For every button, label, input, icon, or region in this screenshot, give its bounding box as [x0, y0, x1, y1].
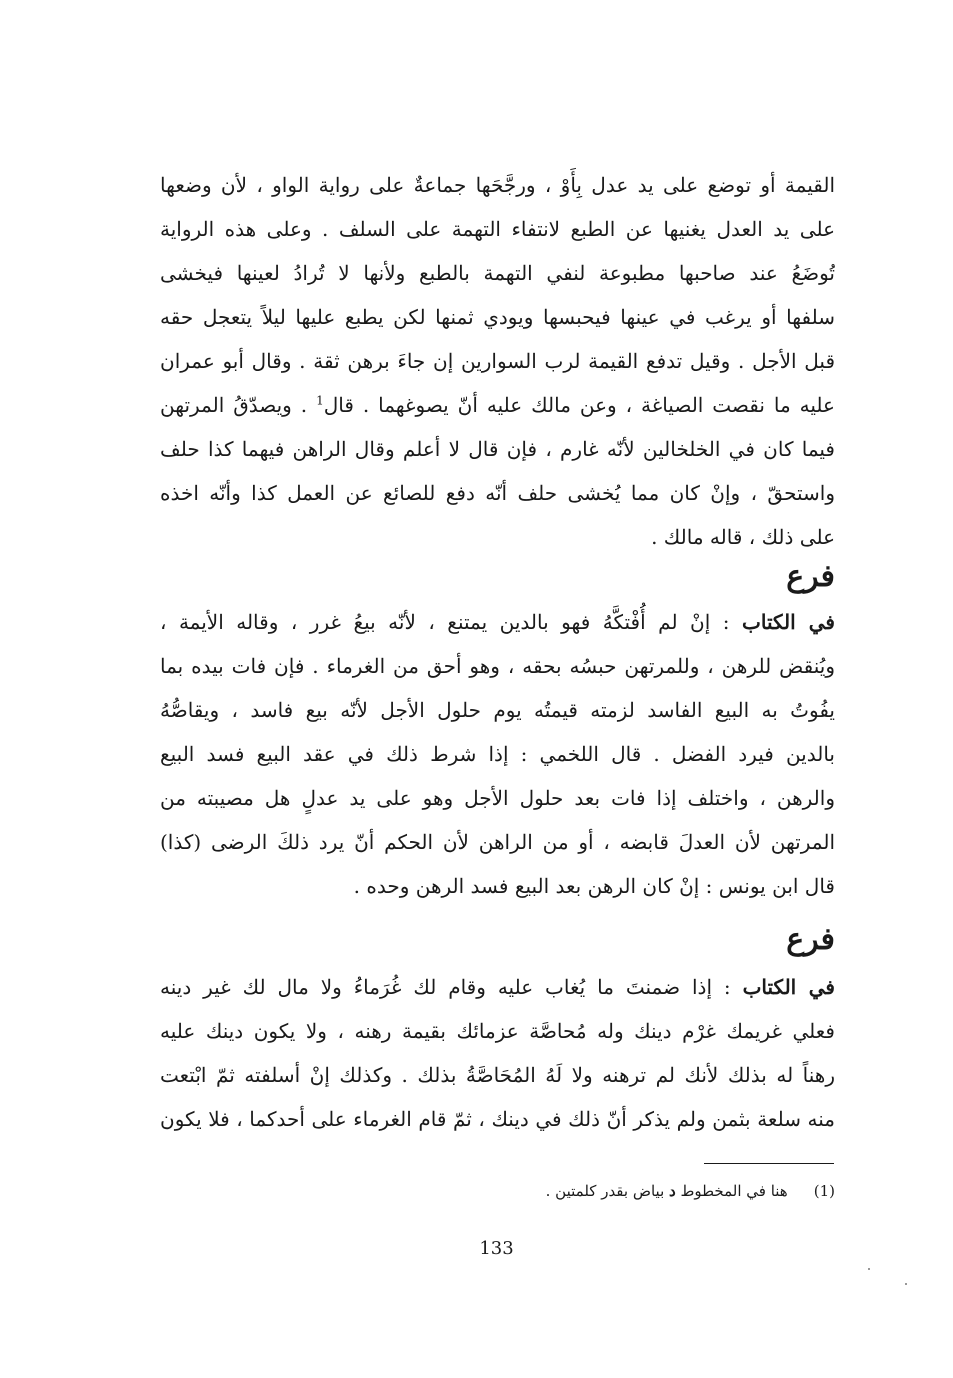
text-line: القيمة أو توضع على يد عدل بِأَوْ ، ورجَّحَها جماعةٌ على رواية الواو ، لأن وضعها: [160, 173, 835, 197]
footnote: [546, 1178, 835, 1204]
text-line: [160, 965, 835, 1009]
footnote-reference: 1: [316, 393, 324, 408]
text-line: فيما كان في الخلخالين لأنّه غارم ، فإن قال لا أعلم وقال الراهن فيهما كذا حلف: [160, 437, 835, 461]
line-text: عليه ما نقصت الصياغة ، وعن مالك عليه أنّ يصوغهما . قال: [323, 393, 835, 417]
footnote-text: بياض بقدر كلمتين .: [545, 1182, 670, 1200]
text-line: ويُنقض للرهن ، وللمرتهن حبسُه بحقه ، وهو أحق من الغرماء . فإن فات بيده بما: [160, 654, 835, 678]
text-line: يفُوتُ به البيع الفاسد لزمته قيمتُه يوم حلول الأجل لأنّه بيع فاسد ، ويقاصُّهُ: [160, 698, 835, 722]
footnote-divider: [704, 1163, 834, 1164]
footnote-text: هنا في المخطوط: [675, 1182, 788, 1200]
manuscript-siglum: د: [669, 1182, 676, 1200]
footnote-number: (1): [813, 1182, 835, 1200]
text-line: بالدين فيرد الفضل . قال اللخمي : إذا شرط ذلك في عقد البيع فسد البيع: [160, 742, 835, 766]
text-line: فعلي غريمك غرْم دينك وله مُحاصَّة عزمائك بقيمة رهنه ، ولا يكون دينك عليه: [160, 1019, 835, 1043]
text-line: [160, 600, 835, 644]
line-text: : إذا ضمنتَ ما يُغاب عليه وقام لك غُرَماءُ ولا مال لك غير دينه: [160, 975, 743, 999]
text-line: رهناً له بذلك لأنك لم ترهنه ولا لَهُ المُحَاصَّةُ بذلك . وكذلك إنْ أسلفته ثمّ ابْتعت: [160, 1063, 835, 1087]
scan-speck: [868, 1268, 870, 1270]
scan-speck: [905, 1283, 907, 1285]
text-line: المرتهن لأن العدلَ قابضه ، أو من الراهن لأن الحكم أنّ يرد ذلكَ الرضى (كذا): [160, 830, 835, 854]
text-line-with-footnote-ref: [160, 383, 835, 427]
paragraph-1: [160, 163, 835, 559]
line-text: : إنْ لم أُفْتكَّهُ فهو بالدين يمتنع ، لأنّه بيعُ غرر ، وقاله الأيمة ،: [160, 610, 743, 634]
text-line: سلفها أو يرغب في عينها فيحبسها ويودي ثمنها لكن يطبع عليها ليلاً يتعجل حقه: [160, 305, 835, 329]
line-text: . ويصدّقُ المرتهن: [160, 393, 317, 417]
text-line: منه سلعة بثمن ولم يذكر أنّ ذلك في دينك ، ثمّ قام الغرماء على أحدكما ، فلا يكون: [160, 1107, 835, 1131]
section-heading: فرع: [786, 559, 835, 594]
paragraph-3: [160, 965, 835, 1141]
bold-label: في الكتاب: [742, 610, 835, 634]
text-line: قال ابن يونس : إنْ كان الرهن بعد البيع فسد الرهن وحده .: [353, 874, 835, 898]
text-line: تُوضَعُ عند صاحبها مطبوعة لنفي التهمة بالطبع ولأنها لا تُرادُ لعينها فيخشى: [160, 261, 835, 285]
paragraph-2: [160, 600, 835, 908]
text-line: والرهن ، واختلف إذا فات بعد حلول الأجل وهو على يد عدلٍ هل مصيبته من: [160, 786, 835, 810]
text-line: واستحقّ ، وإنْ كان مما يُخشى حلف أنّه دفع للصائع عن العمل كذا وأنّه اخذه: [160, 481, 835, 505]
page-number: 133: [479, 1238, 514, 1259]
text-line: على يد العدل يغنيها عن الطبع لانتفاء التهمة على السلف . وعلى هذه الرواية: [160, 217, 835, 241]
text-line: على ذلك ، قاله مالك .: [651, 525, 835, 549]
text-line: قبل الأجل . وقيل تدفع القيمة لرب السوارين إن جاءَ برهن ثقة . وقال أبو عمران: [160, 349, 835, 373]
section-heading: فرع: [786, 922, 835, 957]
bold-label: في الكتاب: [742, 975, 835, 999]
